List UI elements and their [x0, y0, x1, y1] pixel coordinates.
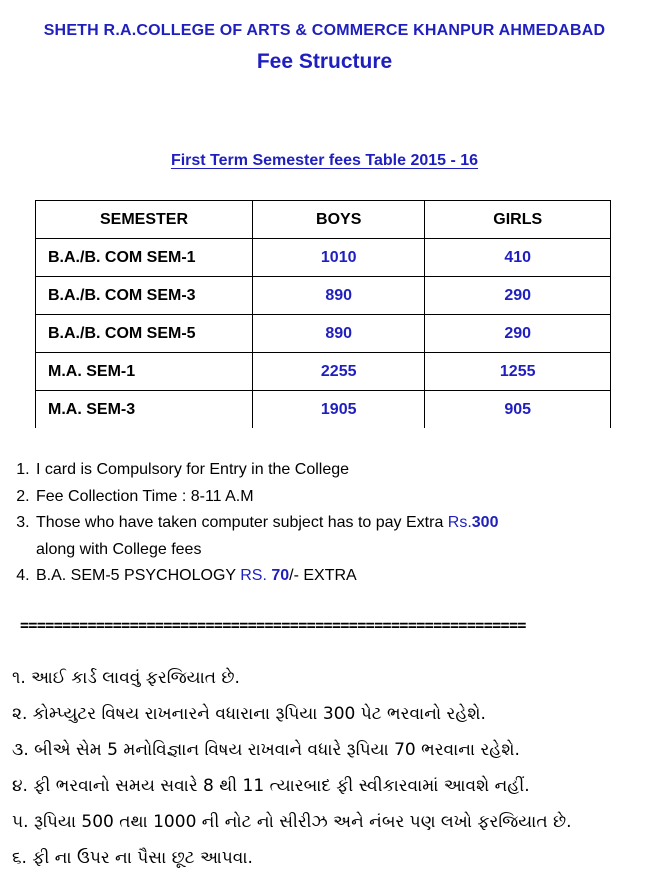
note-item [34, 457, 634, 484]
gujarati-note-item: ૫. રૂપિયા 500 તથા 1000 ની નોટ નો સીરીઝ અને નંબર પણ લખો ફરજિયાત છે. [12, 812, 572, 832]
note-text: Those who have taken computer subject has to pay Extra [36, 514, 448, 531]
column-header-semester: SEMESTER [36, 201, 253, 239]
column-header-girls: GIRLS [425, 201, 611, 239]
table-caption-text: First Term Semester fees Table 2015 - 16 [170, 152, 479, 169]
table-row [36, 391, 611, 429]
table-row [36, 353, 611, 391]
semester-cell: B.A./B. COM SEM-1 [36, 239, 253, 277]
semester-cell: M.A. SEM-1 [36, 353, 253, 391]
table-row [36, 315, 611, 353]
table-row [36, 277, 611, 315]
boys-fee-cell: 1010 [253, 239, 425, 277]
boys-fee-cell: 890 [253, 277, 425, 315]
boys-fee-cell: 890 [253, 315, 425, 353]
semester-cell: M.A. SEM-3 [36, 391, 253, 429]
note-text: B.A. SEM-5 PSYCHOLOGY [36, 567, 241, 584]
amount-value: 70 [271, 567, 290, 584]
college-name: SHETH R.A.COLLEGE OF ARTS & COMMERCE KHANPUR AHMEDABAD [43, 22, 606, 39]
note-item [34, 563, 634, 590]
semester-cell: B.A./B. COM SEM-3 [36, 277, 253, 315]
note-text: along with College fees [36, 540, 202, 558]
semester-cell: B.A./B. COM SEM-5 [36, 315, 253, 353]
gujarati-note-item: ૪. ફી ભરવાનો સમય સવારે 8 થી 11 ત્યારબાદ ફી સ્વીકારવામાં આવશે નહીં. [12, 776, 530, 796]
gujarati-note-item: ૬. ફી ના ઉપર ના પૈસા છૂટ આપવા. [12, 848, 253, 868]
table-header-row [36, 201, 611, 239]
note-item [34, 484, 634, 511]
currency-label: RS. [240, 567, 272, 584]
amount-value: 300 [471, 514, 499, 531]
note-text: /- EXTRA [289, 567, 357, 584]
column-header-boys: BOYS [253, 201, 425, 239]
english-notes-list [0, 457, 634, 590]
girls-fee-cell: 410 [425, 239, 611, 277]
currency-label: Rs. [447, 514, 472, 531]
note-text: I card is Compulsory for Entry in the College [36, 461, 350, 478]
gujarati-notes-list [12, 664, 642, 880]
boys-fee-cell: 1905 [253, 391, 425, 429]
gujarati-note-item: ૩. બીએ સેમ 5 મનોવિજ્ઞાન વિષય રાખવાને વધારે રૂપિયા 70 ભરવાના રહેશે. [12, 740, 520, 760]
fee-table [35, 200, 611, 428]
table-row [36, 239, 611, 277]
note-text: Fee Collection Time : 8-11 A.M [36, 487, 254, 505]
gujarati-note-item: ૨. કોમ્પ્યુટર વિષય રાખનારને વધારાના રૂપિયા 300 પેટ ભરવાનો રહેશે. [12, 704, 486, 724]
divider-line: ============================================================ [20, 616, 526, 634]
boys-fee-cell: 2255 [253, 353, 425, 391]
gujarati-note-item: ૧. આઈ કાર્ડ લાવવું ફરજિયાત છે. [12, 668, 240, 688]
girls-fee-cell: 1255 [425, 353, 611, 391]
note-item [34, 510, 634, 563]
girls-fee-cell: 905 [425, 391, 611, 429]
girls-fee-cell: 290 [425, 315, 611, 353]
table-caption [0, 152, 649, 170]
girls-fee-cell: 290 [425, 277, 611, 315]
document-title: Fee Structure [256, 50, 393, 73]
